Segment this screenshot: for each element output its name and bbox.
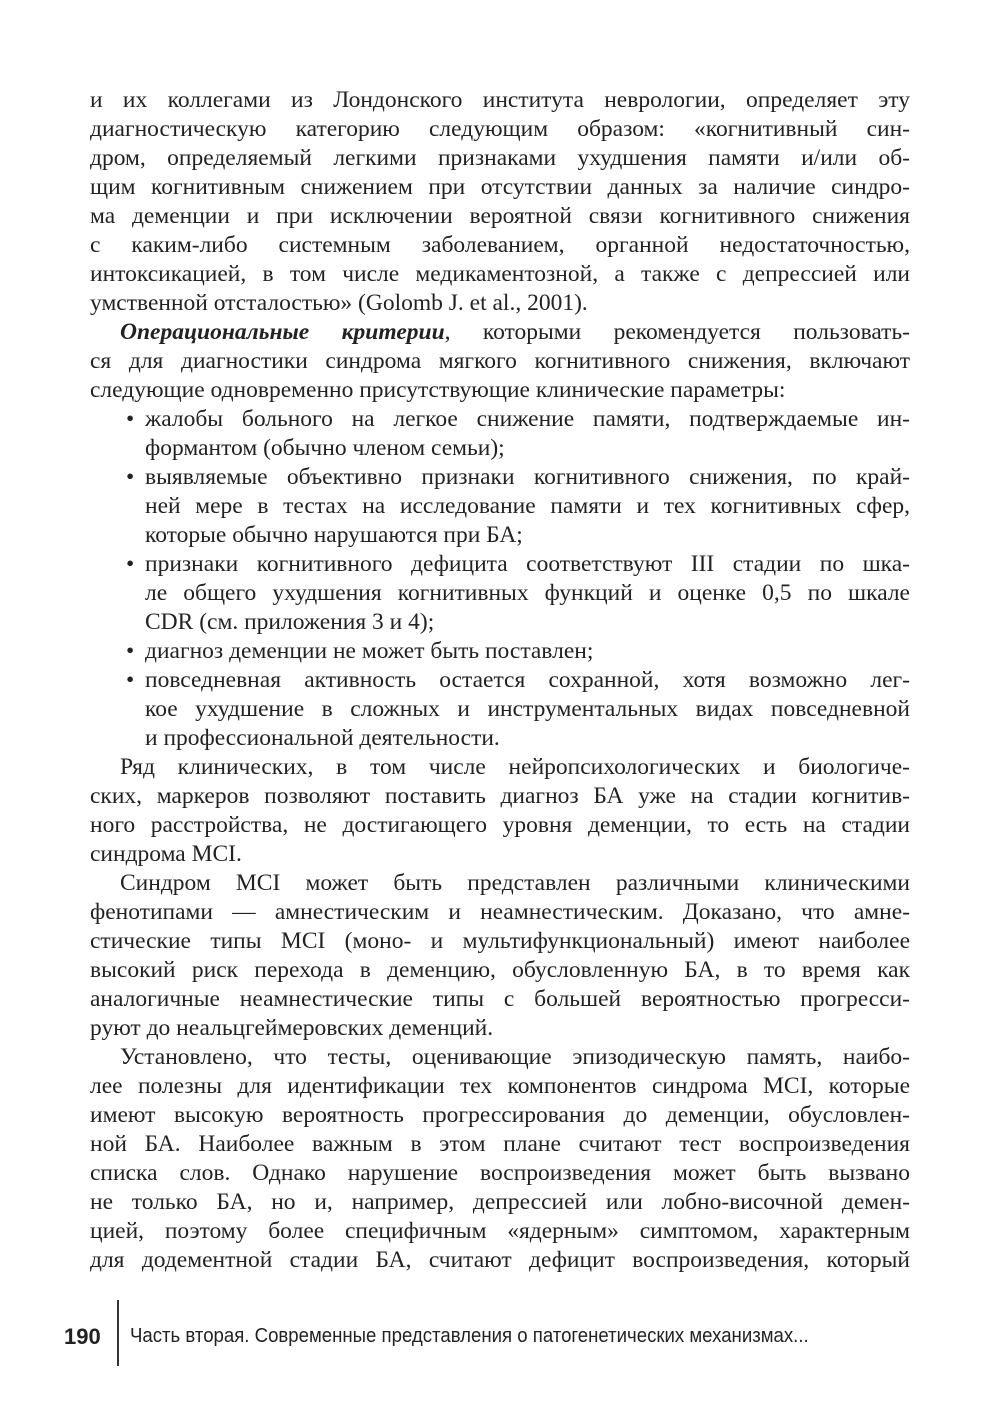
- text-line: имеют высокую вероятность прогрессирования до деменции, обусловлен-: [90, 1102, 910, 1128]
- text-line: ле общего ухудшения когнитивных функций и оценке 0,5 по шкале: [145, 580, 910, 606]
- text-line: лее полезны для идентификации тех компонентов синдрома MCI, которые: [90, 1073, 910, 1099]
- text-line: списка слов. Однако нарушение воспроизведения может быть вызвано: [90, 1160, 910, 1186]
- text-line: для додементной стадии БА, считают дефицит воспроизведения, который: [90, 1247, 910, 1273]
- text-line: [90, 318, 910, 347]
- text-line: кое ухудшение в сложных и инструментальных видах повседневной: [145, 696, 910, 722]
- text-line: ного расстройства, не достигающего уровня деменции, то есть на стадии: [90, 812, 910, 838]
- text-line: стические типы MCI (моно- и мультифункциональный) имеют наиболее: [90, 928, 910, 954]
- page-footer: [0, 1300, 1000, 1370]
- page-number: 190: [64, 1324, 101, 1349]
- text-line: формантом (обычно членом семьи);: [145, 435, 505, 461]
- text-line: с каким-либо системным заболеванием, органной недостаточностью,: [90, 232, 910, 258]
- list-item: [90, 637, 910, 666]
- text-line: ских, маркеров позволяют поставить диагноз БА уже на стадии когнитив-: [90, 783, 910, 809]
- bullet-icon: •: [126, 551, 135, 577]
- text-line: фенотипами — амнестическим и неамнестическим. Доказано, что амне-: [90, 899, 910, 925]
- text-line: и их коллегами из Лондонского института неврологии, определяет эту: [90, 87, 910, 113]
- text-fragment: , которыми рекомендуется пользовать-: [444, 319, 910, 345]
- term-operational-criteria: Операциональные критерии: [120, 319, 445, 345]
- text-line: аналогичные неамнестические типы с большей вероятностью прогресси-: [90, 986, 910, 1012]
- text-line: Установлено, что тесты, оценивающие эпизодическую память, наибо-: [120, 1044, 910, 1070]
- text-line: цией, поэтому более специфичным «ядерным» симптомом, характерным: [90, 1218, 910, 1244]
- text-line: ма деменции и при исключении вероятной связи когнитивного снижения: [90, 203, 910, 229]
- text-line: интоксикацией, в том числе медикаментозной, а также с депрессией или: [90, 261, 910, 287]
- text-line: которые обычно нарушаются при БА;: [145, 522, 523, 548]
- text-line: следующие одновременно присутствующие клинические параметры:: [90, 377, 786, 403]
- paragraph-1: [90, 86, 910, 318]
- text-line: высокий риск перехода в деменцию, обусловленную БА, в то время как: [90, 957, 910, 983]
- text-line: диагностическую категорию следующим образом: «когнитивный син-: [90, 116, 910, 142]
- criteria-list: [90, 405, 910, 753]
- text-line: дром, определяемый легкими признаками ухудшения памяти и/или об-: [90, 145, 910, 171]
- paragraph-3: [90, 753, 910, 869]
- text-line: руют до неальцгеймеровских деменций.: [90, 1015, 494, 1041]
- paragraph-5: [90, 1043, 910, 1275]
- text-line: ней мере в тестах на исследование памяти и тех когнитивных сфер,: [145, 493, 910, 519]
- running-title: Часть вторая. Современные представления о патогенетических механизмах...: [130, 1325, 809, 1347]
- bullet-icon: •: [126, 464, 135, 490]
- list-item: [90, 666, 910, 753]
- text-line: ной БА. Наиболее важным в этом плане считают тест воспроизведения: [90, 1131, 910, 1157]
- text-line: повседневная активность остается сохранной, хотя возможно лег-: [145, 667, 910, 693]
- bullet-icon: •: [126, 638, 135, 664]
- paragraph-4: [90, 869, 910, 1043]
- text-line: CDR (см. приложения 3 и 4);: [145, 609, 435, 635]
- list-item: [90, 550, 910, 637]
- text-line: и профессиональной деятельности.: [145, 725, 500, 751]
- text-line: признаки когнитивного дефицита соответствуют III стадии по шка-: [145, 551, 910, 577]
- text-line: Синдром MCI может быть представлен различными клиническими: [120, 870, 910, 896]
- text-line: выявляемые объективно признаки когнитивного снижения, по край-: [145, 464, 910, 490]
- text-line: жалобы больного на легкое снижение памяти, подтверждаемые ин-: [145, 406, 910, 432]
- text-line: диагноз деменции не может быть поставлен;: [145, 638, 594, 664]
- list-item: [90, 463, 910, 550]
- list-item: [90, 405, 910, 463]
- text-line: щим когнитивным снижением при отсутствии данных за наличие синдро-: [90, 174, 910, 200]
- page-body: [90, 86, 910, 1275]
- bullet-icon: •: [126, 406, 135, 432]
- text-line: синдрома MCI.: [90, 841, 242, 867]
- text-line: умственной отсталостью» (Golomb J. et al., 2001).: [90, 290, 588, 316]
- bullet-icon: •: [126, 667, 135, 693]
- footer-divider: [117, 1300, 119, 1366]
- paragraph-operational-criteria: [90, 318, 910, 405]
- text-line: не только БА, но и, например, депрессией или лобно-височной демен-: [90, 1189, 910, 1215]
- text-line: Ряд клинических, в том числе нейропсихологических и биологиче-: [120, 754, 910, 780]
- text-line: ся для диагностики синдрома мягкого когнитивного снижения, включают: [90, 348, 910, 374]
